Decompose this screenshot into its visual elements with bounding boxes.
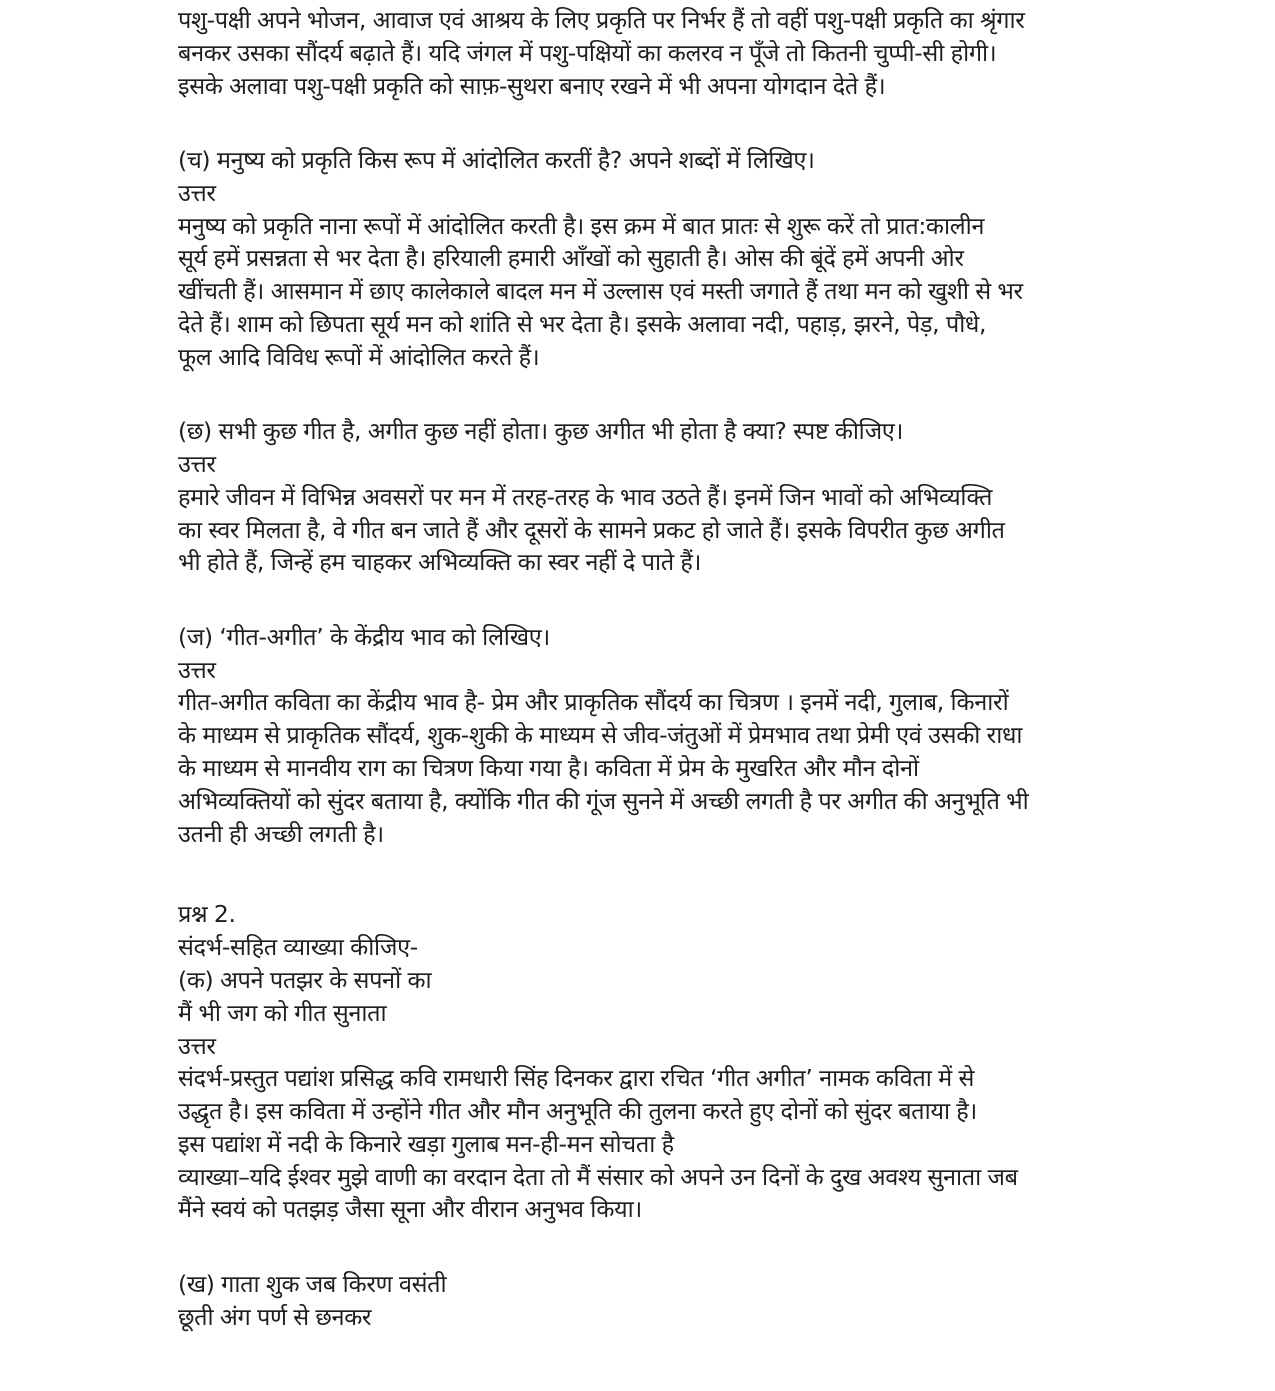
answer-paragraph-birds (178, 4, 1163, 102)
text-line: फूल आदि विविध रूपों में आंदोलित करते हैं। (178, 342, 540, 371)
question-block-cha (178, 144, 1163, 374)
document-page (178, 4, 1163, 1333)
question-instruction: संदर्भ-सहित व्याख्या कीजिए- (178, 933, 418, 962)
text-line: के माध्यम से प्राकृतिक सौंदर्य, शुक-शुकी के माध्यम से जीव-जंतुओं में प्रेमभाव तथा प्रेमी एवं उसकी राधा (178, 721, 1023, 750)
answer-label: उत्तर (178, 1031, 216, 1060)
text-line: सूर्य हमें प्रसन्नता से भर देता है। हरियाली हमारी आँखों को सुहाती है। ओस की बूंदें हमें अपनी ओर (178, 244, 964, 273)
poem-line: (क) अपने पतझर के सपनों का (178, 965, 432, 994)
text-line: देते हैं। शाम को छिपता सूर्य मन को शांति से भर देता है। इसके अलावा नदी, पहाड़, झरने, पेड़, पौधे, (178, 309, 987, 338)
text-line: बनकर उसका सौंदर्य बढ़ाते हैं। यदि जंगल में पशु-पक्षियों का कलरव न पूँजे तो कितनी चुप्पी-सी होगी। (178, 38, 997, 67)
text-line: उतनी ही अच्छी लगती है। (178, 819, 384, 848)
poem-line: (ख) गाता शुक जब किरण वसंती (178, 1269, 447, 1298)
text-line: भी होते हैं, जिन्हें हम चाहकर अभिव्यक्ति का स्वर नहीं दे पाते हैं। (178, 548, 702, 577)
text-line: के माध्यम से मानवीय राग का चित्रण किया गया है। कविता में प्रेम के मुखरित और मौन दोनों (178, 753, 919, 782)
text-line: उद्धृत है। इस कविता में उन्होंने गीत और मौन अनुभूति की तुलना करते हुए दोनों को सुंदर बताया है। (178, 1097, 977, 1126)
text-line: मैंने स्वयं को पतझड़ जैसा सूना और वीरान अनुभव किया। (178, 1195, 642, 1224)
text-line: व्याख्या–यदि ईश्वर मुझे वाणी का वरदान देता तो मैं संसार को अपने उन दिनों के दुख अवश्य सुनाता जब (178, 1162, 1018, 1191)
text-line: पशु-पक्षी अपने भोजन, आवाज एवं आश्रय के लिए प्रकृति पर निर्भर हैं तो वहीं पशु-पक्षी प्रकृति का श्रृंगार (178, 6, 1025, 34)
question-block-2 (178, 898, 1163, 1226)
question-text: (च) मनुष्य को प्रकृति किस रूप में आंदोलित करतीं है? अपने शब्दों में लिखिए। (178, 145, 815, 174)
text-line: का स्वर मिलता है, वे गीत बन जाते हैं और दूसरों के सामने प्रकट हो जाते हैं। इसके विपरीत कुछ अगीत (178, 515, 1005, 544)
poem-line: मैं भी जग को गीत सुनाता (178, 998, 387, 1027)
question-text: (ज) ‘गीत-अगीत’ के केंद्रीय भाव को लिखिए। (178, 622, 550, 651)
paragraph-spacer (178, 1226, 1163, 1268)
question-block-kha (178, 1268, 1163, 1334)
question-block-ja (178, 621, 1163, 851)
text-line: इसके अलावा पशु-पक्षी प्रकृति को साफ़-सुथरा बनाए रखने में भी अपना योगदान देते हैं। (178, 71, 886, 100)
question-text: (छ) सभी कुछ गीत है, अगीत कुछ नहीं होता। कुछ अगीत भी होता है क्या? स्पष्ट कीजिए। (178, 417, 904, 446)
text-line: गीत-अगीत कविता का केंद्रीय भाव है- प्रेम और प्राकृतिक सौंदर्य का चित्रण । इनमें नदी, गुलाब, किनारों (178, 688, 1009, 717)
paragraph-spacer (178, 850, 1163, 898)
text-line: संदर्भ-प्रस्तुत पद्यांश प्रसिद्ध कवि रामधारी सिंह दिनकर द्वारा रचित ‘गीत अगीत’ नामक कविता में से (178, 1064, 974, 1093)
poem-line: छूती अंग पर्ण से छनकर (178, 1302, 372, 1331)
paragraph-spacer (178, 579, 1163, 621)
answer-label: उत्तर (178, 449, 216, 478)
answer-label: उत्तर (178, 655, 216, 684)
text-line: हमारे जीवन में विभिन्न अवसरों पर मन में तरह-तरह के भाव उठते हैं। इनमें जिन भावों को अभिव्यक्ति (178, 482, 993, 511)
paragraph-spacer (178, 102, 1163, 144)
text-line: खींचती हैं। आसमान में छाए कालेकाले बादल मन में उल्लास एवं मस्ती जगाते हैं तथा मन को खुशी से भर (178, 277, 1023, 306)
text-line: अभिव्यक्तियों को सुंदर बताया है, क्योंकि गीत की गूंज सुनने में अच्छी लगती है पर अगीत की अनुभूति भी (178, 786, 1029, 815)
paragraph-spacer (178, 374, 1163, 416)
text-line: मनुष्य को प्रकृति नाना रूपों में आंदोलित करती है। इस क्रम में बात प्रातः से शुरू करें तो प्रात:कालीन (178, 211, 985, 240)
text-line: इस पद्यांश में नदी के किनारे खड़ा गुलाब मन-ही-मन सोचता है (178, 1129, 674, 1158)
question-number: प्रश्न 2. (178, 900, 236, 929)
question-block-chha (178, 415, 1163, 579)
answer-label: उत्तर (178, 178, 216, 207)
